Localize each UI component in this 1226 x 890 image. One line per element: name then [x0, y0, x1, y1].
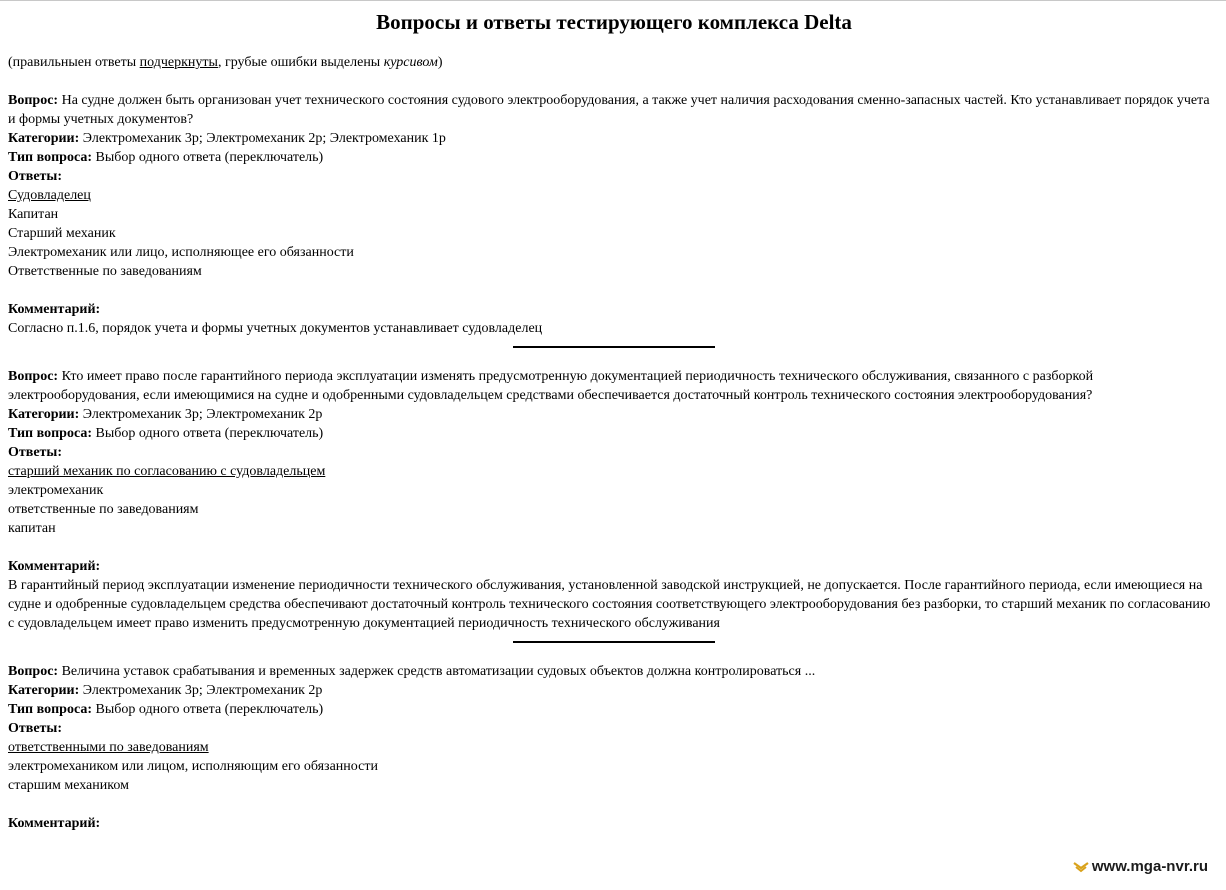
type-line — [8, 700, 1220, 719]
comment-label: Комментарий: — [8, 816, 101, 831]
question-body: Величина уставок срабатывания и временных задержек средств автоматизации судовых объектов должна контролироваться ... — [61, 664, 816, 679]
question-label: Вопрос: — [8, 369, 59, 384]
question-text — [8, 367, 1220, 405]
type-label: Тип вопроса: — [8, 426, 92, 441]
answers-heading — [8, 719, 1220, 738]
legend-prefix: (правильныен ответы — [8, 55, 140, 70]
type-label: Тип вопроса: — [8, 150, 92, 165]
answer-item: Ответственные по заведованиям — [8, 264, 202, 279]
categories-label: Категории: — [8, 131, 80, 146]
legend-note — [8, 53, 1220, 72]
question-body: Кто имеет право после гарантийного периода эксплуатации изменять предусмотренную документацией периодичность технического обслуживания, связанного с разборкой электрооборудования, если имеющимися на судне и одобренными судовладельцем средствами обеспечивается достаточный контроль технического состояния электрооборудования? — [8, 369, 1094, 403]
document-body — [8, 8, 1220, 833]
categories-label: Категории: — [8, 683, 80, 698]
question-label: Вопрос: — [8, 93, 59, 108]
answers-list — [8, 462, 1220, 538]
answers-label: Ответы: — [8, 445, 63, 460]
comment-label: Комментарий: — [8, 302, 101, 317]
answer-item: Старший механик — [8, 226, 116, 241]
answers-label: Ответы: — [8, 721, 63, 736]
answer-item: Электромеханик или лицо, исполняющее его обязанности — [8, 245, 354, 260]
question-block — [8, 367, 1220, 633]
type-value: Выбор одного ответа (переключатель) — [95, 150, 324, 165]
categories-value: Электромеханик 3р; Электромеханик 2р — [82, 407, 323, 422]
legend-underlined: подчеркнуты — [139, 55, 218, 70]
legend-suffix: ) — [437, 55, 443, 70]
question-body: На судне должен быть организован учет технического состояния судового электрооборудования, а также учет наличия расходования сменно-запасных частей. Кто устанавливает порядок учета и формы учетных документов? — [8, 93, 1210, 127]
answers-list — [8, 186, 1220, 281]
answers-list — [8, 738, 1220, 795]
question-label: Вопрос: — [8, 664, 59, 679]
question-text — [8, 662, 1220, 681]
watermark-text: www.mga-nvr.ru — [1091, 858, 1208, 875]
categories-value: Электромеханик 3р; Электромеханик 2р — [82, 683, 323, 698]
categories-line — [8, 681, 1220, 700]
site-watermark — [1073, 857, 1208, 876]
answer-item: ответственные по заведованиям — [8, 502, 199, 517]
type-line — [8, 148, 1220, 167]
question-text — [8, 91, 1220, 129]
answer-item: Капитан — [8, 207, 59, 222]
type-label: Тип вопроса: — [8, 702, 92, 717]
question-block — [8, 662, 1220, 833]
top-border — [0, 0, 1226, 1]
page-title: Вопросы и ответы тестирующего комплекса Delta — [376, 10, 852, 34]
answers-heading — [8, 167, 1220, 186]
comment-text: Согласно п.1.6, порядок учета и формы учетных документов устанавливает судовладелец — [8, 321, 543, 336]
answer-correct: старший механик по согласованию с судовладельцем — [8, 464, 326, 479]
comment-block — [8, 814, 1220, 833]
answer-item: электромеханик — [8, 483, 104, 498]
comment-block — [8, 557, 1220, 633]
answer-correct: ответственными по заведованиям — [8, 740, 209, 755]
categories-line — [8, 129, 1220, 148]
type-value: Выбор одного ответа (переключатель) — [95, 702, 324, 717]
categories-line — [8, 405, 1220, 424]
comment-text: В гарантийный период эксплуатации изменение периодичности технического обслуживания, установленной заводской инструкцией, не допускается. После гарантийного периода, если имеющиеся на судне и одобренные судовладельцем средства обеспечивают достаточный контроль технического состояния соответствующего электрооборудования без разборки, то старший механик по согласованию с судовладельцем имеет право изменить предусмотренную документацией периодичность технического обслуживания — [8, 578, 1211, 631]
categories-label: Категории: — [8, 407, 80, 422]
question-separator — [513, 641, 715, 643]
answers-heading — [8, 443, 1220, 462]
answer-correct: Судовладелец — [8, 188, 91, 203]
question-separator — [513, 346, 715, 348]
answer-item: старшим механиком — [8, 778, 129, 793]
comment-block — [8, 300, 1220, 338]
answer-item: капитан — [8, 521, 56, 536]
legend-middle: , грубые ошибки выделены — [217, 55, 384, 70]
legend-italic: курсивом — [383, 55, 438, 70]
answer-item: электромехаником или лицом, исполняющим его обязанности — [8, 759, 378, 774]
comment-label: Комментарий: — [8, 559, 101, 574]
type-value: Выбор одного ответа (переключатель) — [95, 426, 324, 441]
categories-value: Электромеханик 3р; Электромеханик 2р; Электромеханик 1р — [82, 131, 446, 146]
type-line — [8, 424, 1220, 443]
chevron-logo-icon — [1073, 861, 1089, 873]
question-block — [8, 91, 1220, 338]
answers-label: Ответы: — [8, 169, 63, 184]
